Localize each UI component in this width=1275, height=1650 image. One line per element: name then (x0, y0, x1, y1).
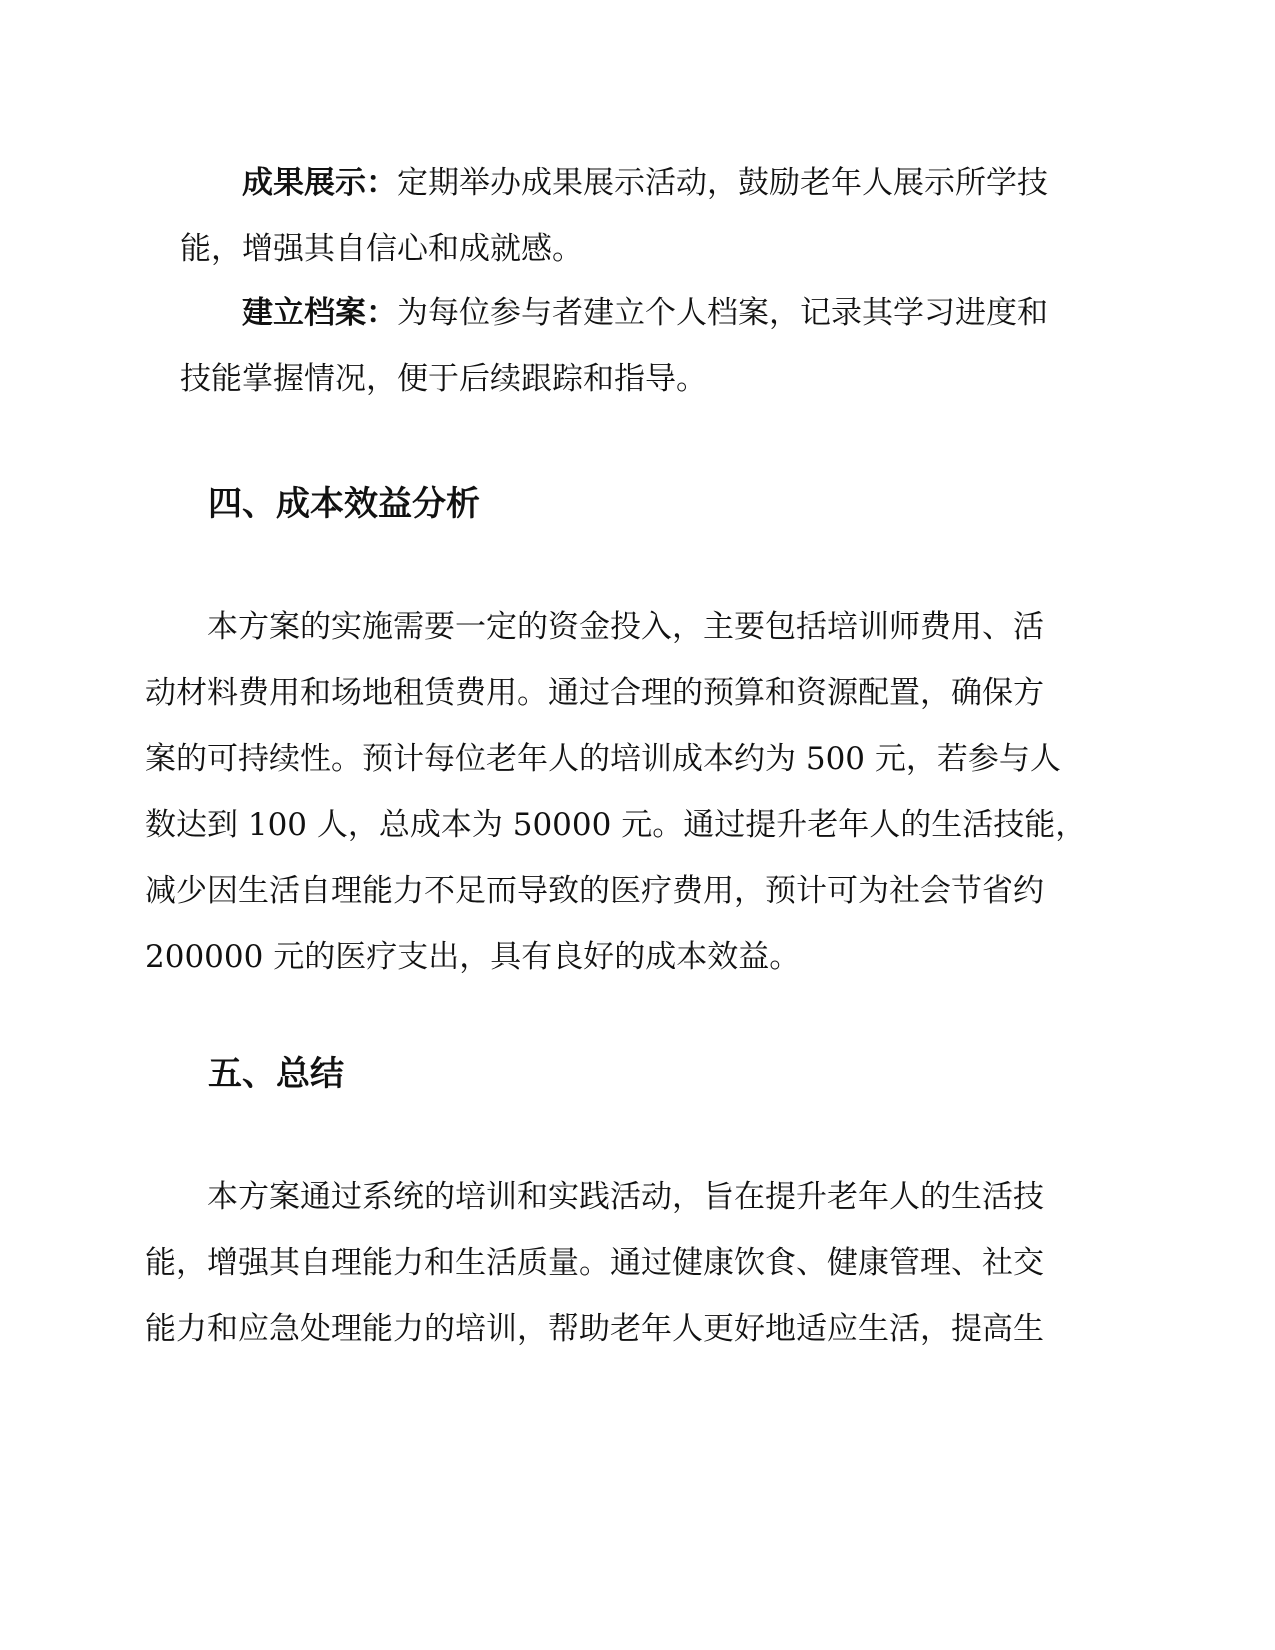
cost-benefit-line: 本方案的实施需要一定的资金投入，主要包括培训师费用、活 (207, 609, 1044, 645)
section-heading-cost-benefit: 四、成本效益分析 (208, 484, 480, 524)
achievement-line-1 (180, 150, 1048, 216)
cost-benefit-line: 案的可持续性。预计每位老年人的培训成本约为 500 元，若参与人 (145, 741, 1061, 777)
summary-line: 能力和应急处理能力的培训，帮助老年人更好地适应生活，提高生 (145, 1311, 1044, 1347)
summary-paragraph (145, 1164, 1044, 1362)
achievement-text: 定期举办成果展示活动，鼓励老年人展示所学技 (397, 165, 1048, 201)
archive-term: 建立档案： (242, 295, 397, 331)
cost-benefit-line: 数达到 100 人，总成本为 50000 元。通过提升老年人的生活技能， (145, 807, 1087, 843)
achievement-line-2: 能，增强其自信心和成就感。 (180, 231, 583, 267)
archive-line-1 (180, 280, 1048, 346)
archive-line-2: 技能掌握情况，便于后续跟踪和指导。 (180, 361, 707, 397)
section-heading-summary: 五、总结 (208, 1054, 344, 1094)
cost-benefit-line: 减少因生活自理能力不足而导致的医疗费用，预计可为社会节省约 (145, 873, 1044, 909)
cost-benefit-line: 200000 元的医疗支出，具有良好的成本效益。 (145, 939, 801, 975)
cost-benefit-paragraph (145, 594, 1086, 990)
achievement-term: 成果展示： (242, 165, 397, 201)
cost-benefit-line: 动材料费用和场地租赁费用。通过合理的预算和资源配置，确保方 (145, 675, 1044, 711)
achievement-paragraph (180, 150, 1048, 282)
archive-paragraph (180, 280, 1048, 412)
archive-text: 为每位参与者建立个人档案，记录其学习进度和 (397, 295, 1048, 331)
summary-line: 能，增强其自理能力和生活质量。通过健康饮食、健康管理、社交 (145, 1245, 1044, 1281)
summary-line: 本方案通过系统的培训和实践活动，旨在提升老年人的生活技 (207, 1179, 1044, 1215)
